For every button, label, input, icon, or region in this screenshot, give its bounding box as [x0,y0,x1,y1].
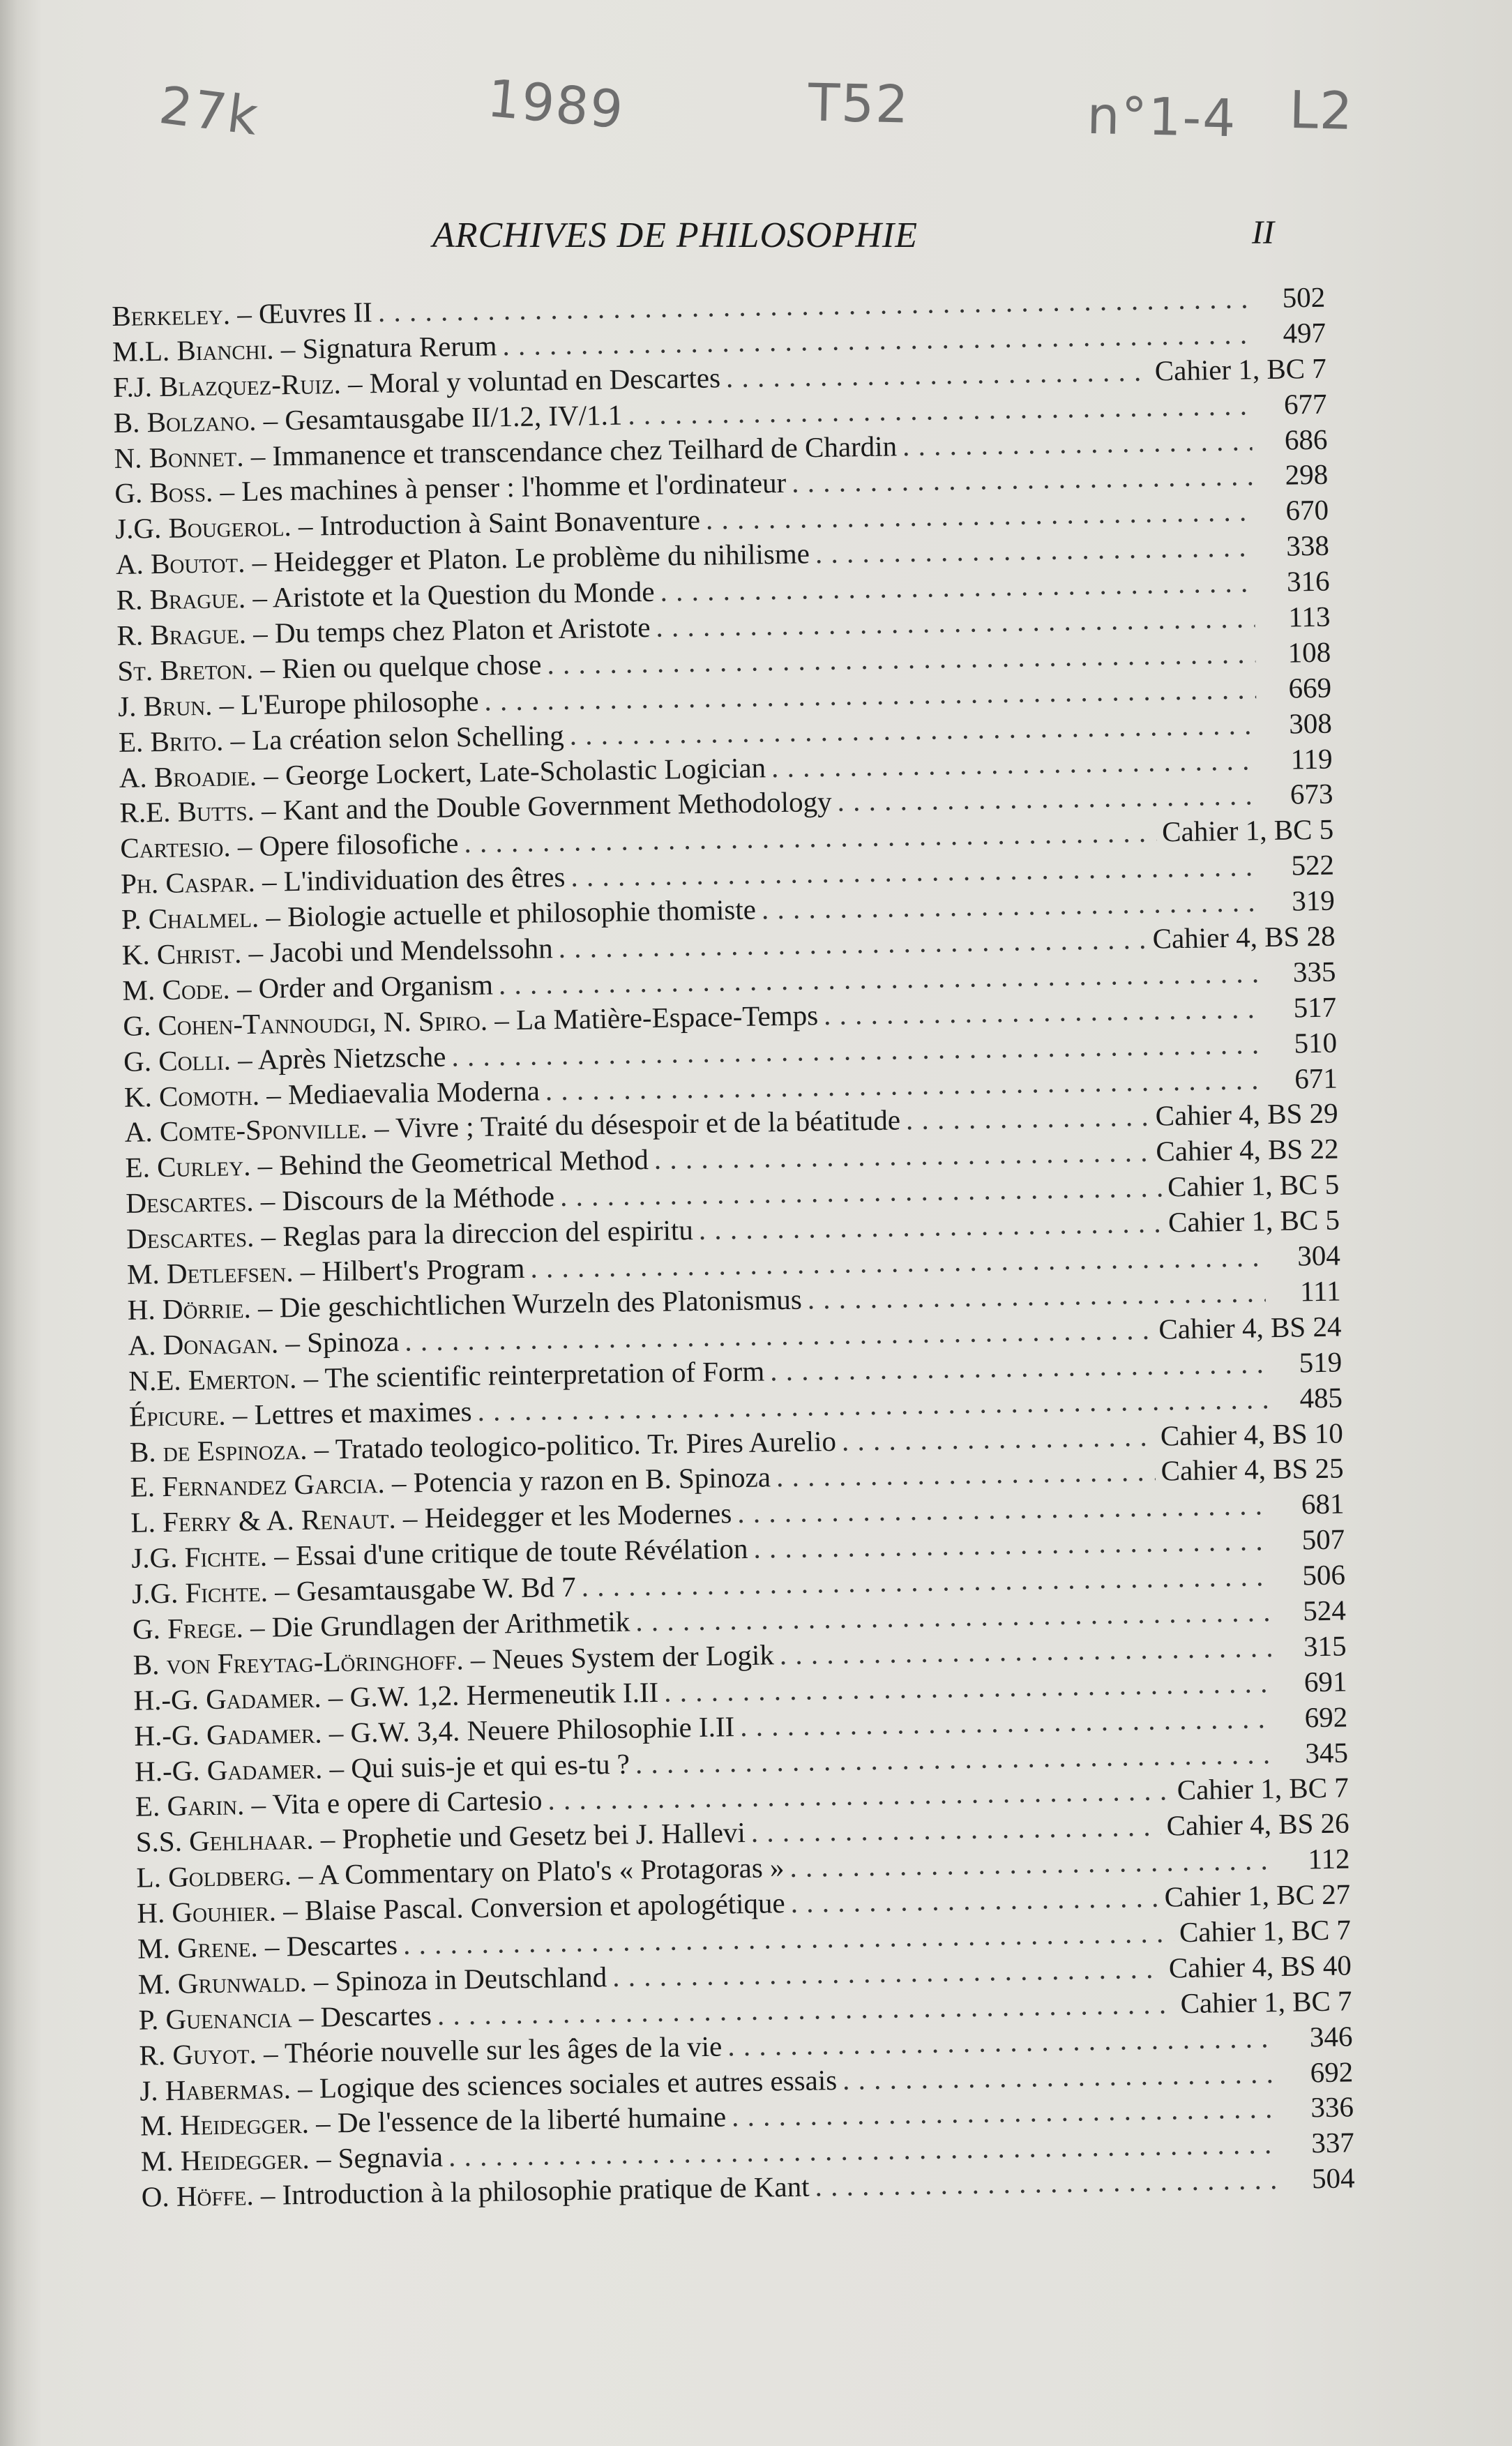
entry-reference: 522 [1291,848,1335,882]
entry-author: K. Comoth. [123,1078,260,1113]
entry-reference: 298 [1285,458,1329,492]
entry-title: – Œuvres II [236,296,373,331]
entry-title: – Neues System der Logik [470,1638,775,1675]
entry-title: – Segnavia [316,2141,444,2175]
entry-reference: Cahier 1, BC 5 [1161,813,1334,848]
entry-author: Descartes. [126,1221,255,1255]
entry-author: G. Frege. [132,1611,244,1645]
entry-author: J. Brun. [117,688,213,723]
entry-reference: 692 [1310,2055,1354,2088]
entry-reference: Cahier 4, BS 10 [1160,1416,1344,1452]
entry-reference: Cahier 1, BC 27 [1164,1878,1351,1913]
entry-reference: Cahier 4, BS 40 [1168,1949,1352,1984]
entry-author: B. de Espinoza. [129,1433,308,1468]
entry-title: – Essai d'une critique de toute Révélation [273,1532,748,1572]
entry-title: – Tratado teologico-politico. Tr. Pires Aurelio [314,1424,837,1465]
entry-author: L. Goldberg. [136,1859,292,1894]
entry-reference: 316 [1286,564,1330,598]
entry-reference: 681 [1301,1487,1345,1520]
entry-author: G. Boss. [114,476,213,510]
entry-title: – Heidegger et les Modernes [402,1497,732,1534]
entry-title: – Biologie actuelle et philosophie thomiste [266,893,757,933]
entry-reference: Cahier 4, BS 29 [1155,1097,1338,1133]
entry-reference: 671 [1294,1062,1338,1095]
entry-title: – Après Nietzsche [237,1040,446,1075]
entry-author: Berkeley. [112,298,231,332]
entry-reference: 502 [1282,280,1326,314]
entry-title: – Signatura Rerum [280,329,497,365]
entry-reference: 506 [1302,1558,1346,1592]
page-number: II [1252,214,1274,251]
entry-title: – Du temps chez Platon et Aristote [252,610,651,649]
entry-title: – The scientific reinterpretation of Form [303,1354,765,1394]
entry-reference: 346 [1309,2020,1353,2053]
entry-title: – Lettres et maximes [232,1394,472,1431]
entry-author: E. Garin. [135,1788,245,1823]
entry-reference: 497 [1283,316,1326,349]
entry-author: M. Grunwald. [137,1965,308,2000]
index-list [112,280,1355,2215]
entry-author: R.E. Butts. [119,794,255,829]
entry-author: A. Comte-Sponville. [124,1112,368,1149]
entry-title: – Opere filosofiche [237,826,459,863]
entry-author: A. Broadie. [119,759,257,794]
entry-reference: Cahier 1, BC 5 [1167,1203,1340,1239]
entry-author: M. Heidegger. [140,2143,310,2177]
entry-reference: 510 [1294,1026,1338,1059]
entry-title: – A Commentary on Plato's « Protagoras » [298,1851,785,1892]
entry-reference: Cahier 4, BS 28 [1152,919,1336,955]
entry-title: – Aristote et la Question du Monde [252,575,655,614]
entry-reference: 507 [1301,1523,1345,1556]
entry-title: – Order and Organism [236,968,494,1005]
entry-author: Ph. Caspar. [120,866,256,900]
entry-author: E. Brito. [118,724,224,758]
entry-title: – De l'essence de la liberté humaine [315,2100,727,2140]
entry-title: – G.W. 3,4. Neuere Philosophie I.II [328,1709,735,1749]
entry-reference: 345 [1305,1735,1349,1769]
entry-author: E. Curley. [125,1149,251,1184]
entry-reference: 337 [1310,2126,1355,2159]
entry-author: J.G. Bougerol. [114,510,292,545]
entry-author: St. Breton. [117,652,254,687]
entry-title: – Heidegger et Platon. Le problème du nihilisme [252,537,810,579]
entry-title: – Théorie nouvelle sur les âges de la vie [263,2030,723,2069]
entry-reference: 338 [1285,529,1330,562]
entry-title: – Descartes [298,1998,432,2033]
entry-author: O. Höffe. [141,2179,254,2213]
dot-leader [906,1099,1151,1138]
entry-reference: 517 [1293,990,1337,1024]
entry-reference: 111 [1299,1274,1341,1308]
entry-title: – Logique des sciences sociales et autres essais [297,2063,838,2104]
entry-author: M. Detlefsen. [126,1255,294,1290]
entry-author: K. Christ. [121,937,242,971]
entry-reference: 336 [1310,2090,1354,2124]
entry-title: – Blaise Pascal. Conversion et apologétique [282,1887,786,1927]
entry-author: J. Habermas. [139,2071,292,2107]
entry-title: – Immanence et transcendance chez Teilhard de Chardin [250,429,898,472]
entry-author: M. Code. [122,972,231,1006]
entry-title: – Rien ou quelque chose [259,648,542,685]
entry-author: Cartesio. [120,830,232,865]
entry-title: – Reglas para la direccion del espiritu [261,1214,694,1253]
handwritten-mark: n°1-4 [1086,85,1238,149]
entry-title: – Kant and the Double Government Methodology [261,785,832,827]
dot-leader [790,1880,1159,1921]
entry-author: A. Boutot. [115,546,245,581]
entry-title: – Behind the Geometrical Method [257,1143,649,1182]
entry-author: F.J. Blazquez-Ruiz. [112,367,342,403]
entry-title: – Vivre ; Traité du désespoir et de la béatitude [374,1103,901,1145]
entry-reference: Cahier 4, BS 22 [1156,1132,1339,1168]
entry-author: H.-G. Gadamer. [134,1752,323,1788]
entry-author: S.S. Gehlhaar. [135,1823,314,1859]
entry-title: – La Matière-Espace-Temps [494,999,819,1036]
entry-reference: Cahier 1, BC 5 [1167,1168,1340,1203]
entry-reference: 692 [1304,1700,1348,1734]
entry-author: H. Dörrie. [127,1291,252,1326]
entry-title: – Spinoza in Deutschland [313,1961,607,1998]
entry-title: – Gesamtausgabe W. Bd 7 [274,1570,577,1608]
entry-author: J.G. Fichte. [131,1575,269,1610]
entry-reference: 677 [1283,387,1327,421]
entry-title: – George Lockert, Late-Scholastic Logician [263,750,766,792]
entry-reference: Cahier 1, BC 7 [1179,1913,1352,1949]
entry-author: R. Guyot. [139,2037,257,2071]
entry-author: M. Heidegger. [139,2107,310,2143]
entry-author: J.G. Fichte. [131,1539,268,1574]
entry-reference: Cahier 4, BS 25 [1161,1451,1344,1487]
entry-title: – Discours de la Méthode [260,1180,555,1218]
entry-author: P. Guenancia [138,2000,292,2036]
entry-author: Épicure. [128,1398,226,1433]
entry-title: – Hilbert's Program [300,1251,525,1288]
entry-title: – L'Europe philosophe [219,684,479,721]
entry-reference: 319 [1291,884,1336,917]
entry-reference: Cahier 1, BC 7 [1177,1771,1350,1806]
entry-reference: 524 [1302,1594,1347,1627]
entry-author: B. von Freytag-Löringhoff. [133,1643,464,1681]
entry-reference: 669 [1288,671,1332,704]
entry-author: M.L. Bianchi. [112,333,274,368]
entry-author: A. Donagan. [128,1327,279,1361]
entry-title: – Jacobi und Mendelssohn [248,932,553,969]
dot-leader [842,1418,1156,1458]
entry-title: – Prophetie und Gesetz bei J. Hallevi [320,1816,746,1855]
entry-title: – Mediaevalia Moderna [266,1074,540,1111]
entry-reference: 304 [1296,1239,1341,1272]
entry-reference: 335 [1292,955,1336,988]
handwritten-mark: T52 [807,73,911,135]
entry-author: N. Bonnet. [114,439,244,474]
entry-reference: Cahier 1, BC 7 [1154,352,1327,387]
handwritten-mark: L2 [1288,80,1355,142]
entry-reference: 308 [1288,707,1333,740]
entry-reference: 670 [1285,493,1329,527]
entry-title: – Introduction à Saint Bonaventure [298,504,701,543]
entry-title: – Introduction à la philosophie pratique de Kant [260,2170,810,2212]
entry-author: E. Fernandez Garcia. [130,1467,386,1504]
page-title: ARCHIVES DE PHILOSOPHIE [432,216,918,255]
entry-title: – La création selon Schelling [230,718,564,757]
entry-author: H. Gouhier. [137,1894,277,1929]
entry-title: – Les machines à penser : l'homme et l'ordinateur [220,467,787,508]
entry-title: – Descartes [264,1928,398,1963]
dot-leader [902,423,1253,464]
entry-title: – Die Grundlagen der Arithmetik [250,1605,630,1644]
entry-reference: 691 [1303,1665,1347,1698]
entry-author: B. Bolzano. [113,404,257,439]
entry-author: M. Grene. [137,1930,259,1965]
entry-author: P. Chalmel. [121,900,259,936]
entry-author: L. Ferry & A. Renaut. [130,1502,397,1539]
entry-reference: 119 [1290,742,1333,776]
entry-reference: 686 [1284,423,1328,456]
entry-author: H.-G. Gadamer. [133,1681,322,1716]
entry-title: – L'individuation des êtres [262,861,566,898]
dot-leader [776,1454,1156,1495]
entry-title: – Spinoza [285,1324,400,1359]
entry-title: – Moral y voluntad en Descartes [347,361,721,400]
entry-title: – G.W. 1,2. Hermeneutik I.II [328,1675,659,1714]
entry-author: Descartes. [126,1185,254,1220]
entry-author: N.E. Emerton. [128,1361,297,1397]
handwritten-note [158,59,1415,169]
entry-author: G. Cohen-Tannoudgi, N. Spiro. [123,1004,488,1042]
handwritten-mark: 27k [156,75,263,148]
entry-title: – Qui suis-je et qui es-tu ? [329,1747,630,1784]
entry-reference: 673 [1290,778,1333,811]
entry-reference: Cahier 4, BS 26 [1166,1806,1350,1842]
entry-title: – Gesamtausgabe II/1.2, IV/1.1 [263,398,623,437]
handwritten-mark: 1989 [485,68,627,141]
entry-reference: 485 [1299,1381,1343,1414]
entry-reference: Cahier 1, BC 7 [1180,1984,1352,2019]
entry-author: H.-G. Gadamer. [134,1716,322,1752]
dot-leader [815,2161,1280,2204]
entry-title: – Vita e opere di Cartesio [251,1783,543,1821]
entry-reference: 504 [1311,2161,1355,2195]
entry-reference: 315 [1303,1629,1347,1663]
entry-title: – Potencia y razon en B. Spinoza [391,1460,771,1500]
entry-reference: 113 [1288,600,1331,633]
entry-reference: 112 [1308,1842,1350,1875]
entry-reference: Cahier 4, BS 24 [1158,1310,1342,1345]
entry-reference: 519 [1299,1345,1343,1379]
dot-leader [750,1809,1161,1850]
entry-author: R. Brague. [116,582,246,617]
entry-author: G. Colli. [123,1043,232,1078]
entry-title: – Die geschichtlichen Wurzeln des Platonismus [257,1283,803,1324]
entry-author: R. Brague. [116,617,247,651]
entry-reference: 108 [1287,635,1331,669]
